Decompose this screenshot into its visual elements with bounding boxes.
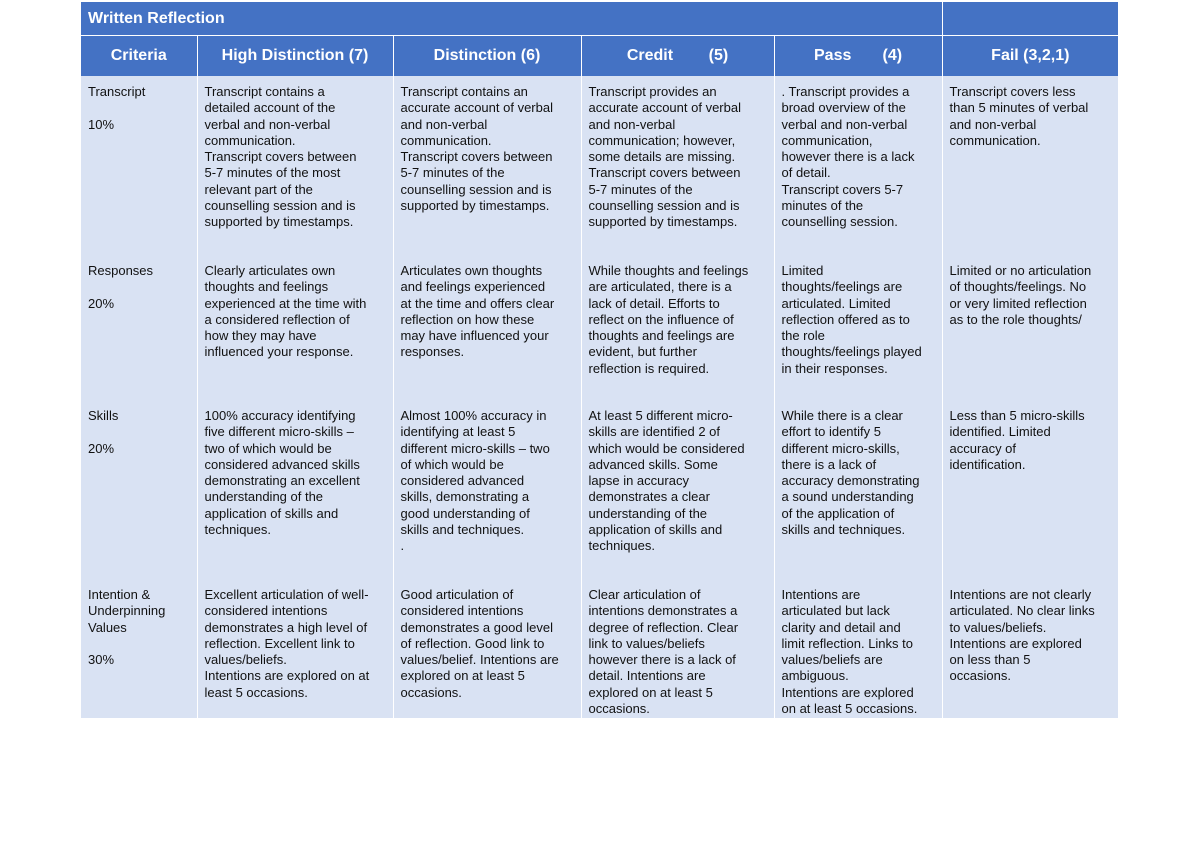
table-row — [81, 255, 1118, 400]
fail-cell: Transcript covers less than 5 minutes of verbal and non-verbal communication. — [942, 76, 1118, 255]
header-fail: Fail (3,2,1) — [942, 36, 1118, 77]
header-distinction: Distinction (6) — [393, 36, 581, 77]
header-criteria: Criteria — [81, 36, 197, 77]
distinction-cell: Good articulation of considered intentions demonstrates a good level of reflection. Good link to values/belief. Intentions are explored on at least 5 occasions. — [393, 579, 581, 718]
credit-cell: At least 5 different micro- skills are identified 2 of which would be considered advanced skills. Some lapse in accuracy demonstrates a clear understanding of the application of skills and techniques. — [581, 400, 774, 579]
distinction-cell: Articulates own thoughts and feelings experienced at the time and offers clear reflection on how these may have influenced your responses. — [393, 255, 581, 400]
high-distinction-cell: 100% accuracy identifying five different micro-skills – two of which would be considered advanced skills demonstrating an excellent understanding of the application of skills and techniques. — [197, 400, 393, 579]
table-row — [81, 579, 1118, 718]
table-row — [81, 400, 1118, 579]
credit-cell: Transcript provides an accurate account of verbal and non-verbal communication; however, some details are missing. Transcript covers between 5-7 minutes of the counselling session and is supported by timestamps. — [581, 76, 774, 255]
table-title: Written Reflection — [81, 2, 942, 36]
criteria-cell: Intention & Underpinning Values 30% — [81, 579, 197, 718]
credit-cell: Clear articulation of intentions demonstrates a degree of reflection. Clear link to values/beliefs however there is a lack of detail. Intentions are explored on at least 5 occasions. — [581, 579, 774, 718]
distinction-cell: Almost 100% accuracy in identifying at least 5 different micro-skills – two of which would be considered advanced skills, demonstrating a good understanding of skills and techniques. . — [393, 400, 581, 579]
fail-cell: Intentions are not clearly articulated. No clear links to values/beliefs. Intentions are explored on less than 5 occasions. — [942, 579, 1118, 718]
pass-cell: Intentions are articulated but lack clarity and detail and limit reflection. Links to values/beliefs are ambiguous. Intentions are explored on at least 5 occasions. — [774, 579, 942, 718]
header-pass: Pass (4) — [774, 36, 942, 77]
pass-cell: While there is a clear effort to identify 5 different micro-skills, there is a lack of accuracy demonstrating a sound understanding of the application of skills and techniques. — [774, 400, 942, 579]
distinction-cell: Transcript contains an accurate account of verbal and non-verbal communication. Transcript covers between 5-7 minutes of the counselling session and is supported by timestamps. — [393, 76, 581, 255]
header-credit: Credit (5) — [581, 36, 774, 77]
fail-cell: Less than 5 micro-skills identified. Limited accuracy of identification. — [942, 400, 1118, 579]
criteria-cell: Skills 20% — [81, 400, 197, 579]
high-distinction-cell: Clearly articulates own thoughts and feelings experienced at the time with a considered reflection of how they may have influenced your response. — [197, 255, 393, 400]
header-high-distinction: High Distinction (7) — [197, 36, 393, 77]
title-row-end-cell — [942, 2, 1118, 36]
pass-cell: Limited thoughts/feelings are articulated. Limited reflection offered as to the role thoughts/feelings played in their responses. — [774, 255, 942, 400]
header-row — [81, 36, 1118, 77]
fail-cell: Limited or no articulation of thoughts/feelings. No or very limited reflection as to the role thoughts/ — [942, 255, 1118, 400]
criteria-cell: Transcript 10% — [81, 76, 197, 255]
criteria-cell: Responses 20% — [81, 255, 197, 400]
credit-cell: While thoughts and feelings are articulated, there is a lack of detail. Efforts to reflect on the influence of thoughts and feelings are evident, but further reflection is required. — [581, 255, 774, 400]
title-row — [81, 2, 1118, 36]
table-row — [81, 76, 1118, 255]
rubric-table — [81, 2, 1118, 718]
high-distinction-cell: Excellent articulation of well- considered intentions demonstrates a high level of reflection. Excellent link to values/beliefs. Intentions are explored on at least 5 occasions. — [197, 579, 393, 718]
high-distinction-cell: Transcript contains a detailed account of the verbal and non-verbal communication. Transcript covers between 5-7 minutes of the most relevant part of the counselling session and is supported by timestamps. — [197, 76, 393, 255]
pass-cell: . Transcript provides a broad overview of the verbal and non-verbal communication, however there is a lack of detail. Transcript covers 5-7 minutes of the counselling session. — [774, 76, 942, 255]
